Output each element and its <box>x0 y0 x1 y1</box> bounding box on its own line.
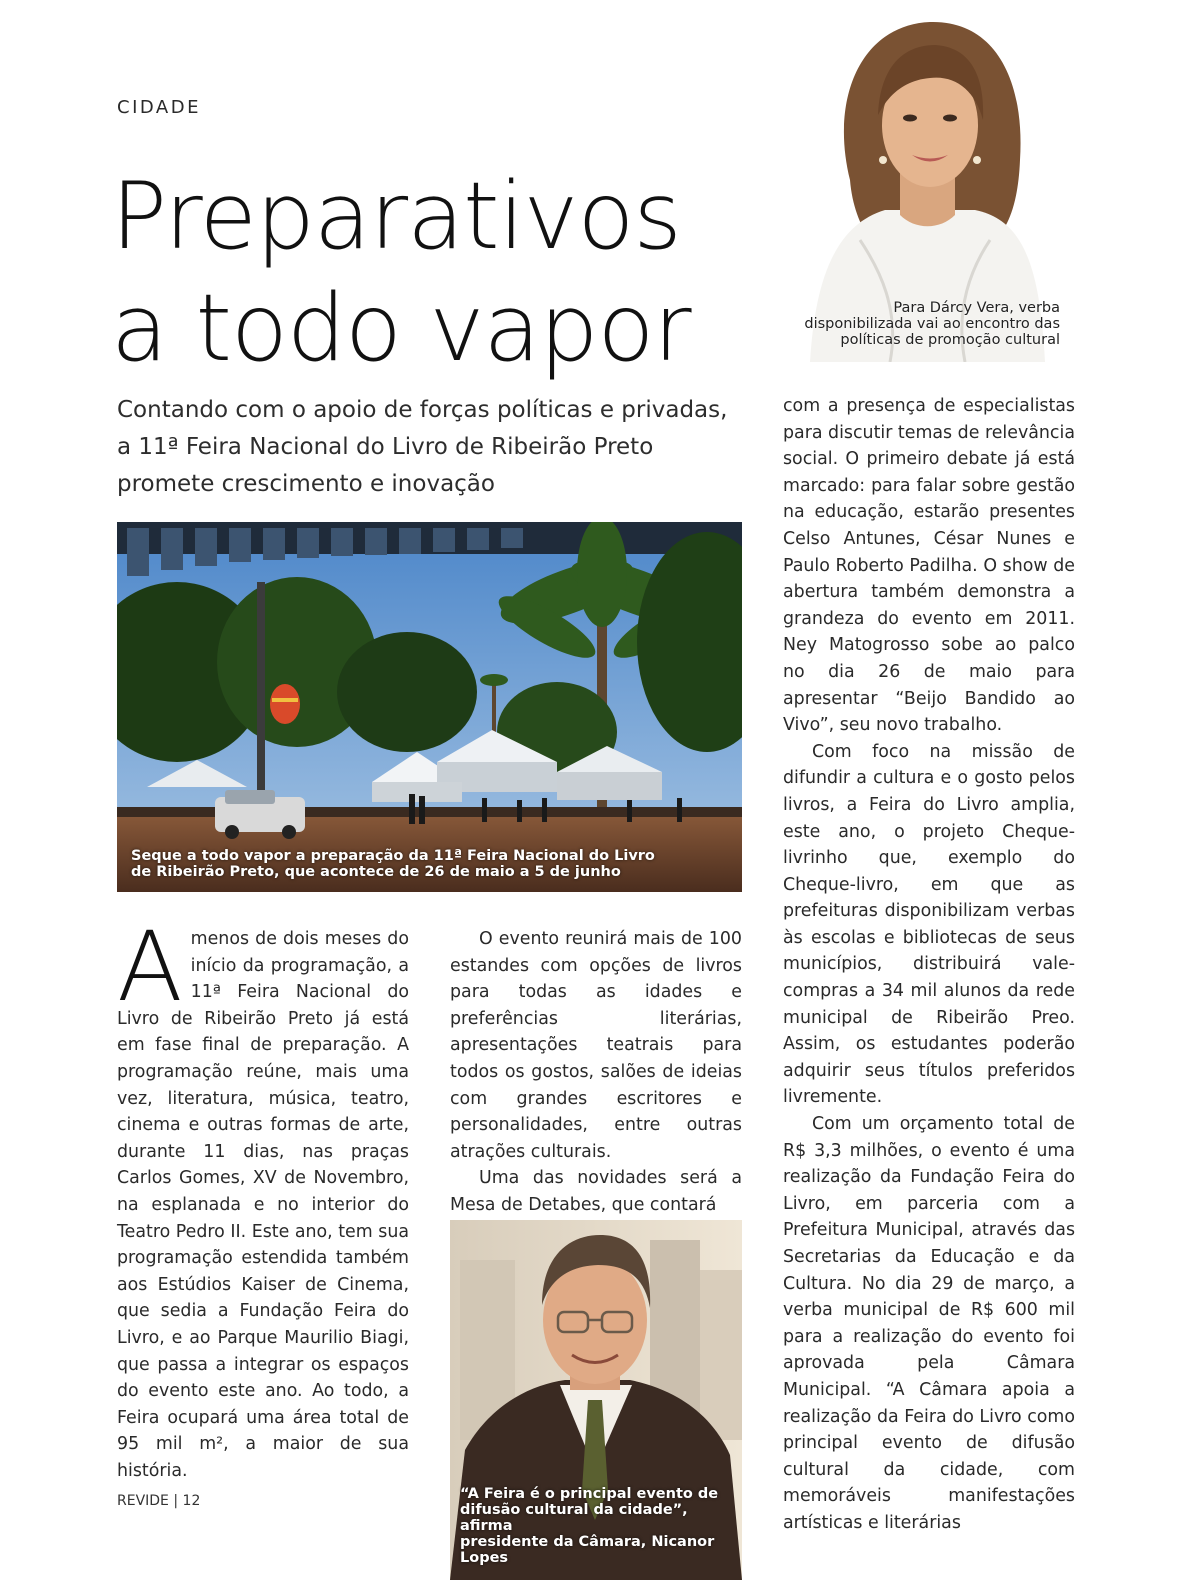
caption-line: políticas de promoção cultural <box>840 332 1060 348</box>
bottom-photo-caption <box>460 1486 742 1566</box>
portrait-photo-darcy-vera <box>790 10 1062 362</box>
caption-line: Seque a todo vapor a preparação da 11ª Feira Nacional do Livro <box>131 848 655 864</box>
footer-separator: | <box>173 1493 179 1509</box>
caption-line: presidente da Câmara, Nicanor Lopes <box>460 1534 715 1566</box>
caption-line: disponibilizada vai ao encontro das <box>804 316 1060 332</box>
portrait-caption <box>790 300 1060 348</box>
section-label: CIDADE <box>117 97 201 118</box>
article-title <box>111 160 691 384</box>
paragraph: Uma das novidades será a Mesa de Detabes, que contará <box>450 1168 742 1215</box>
article-column-2 <box>450 926 742 1219</box>
paragraph: Com um orçamento total de R$ 3,3 milhões, o evento é uma realização da Fundação Feira do Livro, em parceria com a Prefeitura Municipal, através das Secretarias da Educação e da Cultura. No dia 29 de março, a verba municipal de R$ 600 mil para a realização do evento foi aprovada pela Câmara Municipal. “A Câmara apoia a realização da Feira do Livro como principal evento de difusão cultural da cidade, com memoráveis manifestações artísticas e literárias <box>783 1114 1075 1533</box>
main-photo-feira <box>117 522 742 892</box>
paragraph: Com foco na missão de difundir a cultura e o gosto pelos livros, a Feira do Livro amplia, este ano, o projeto Cheque-livrinho que, exemplo do Cheque-livro, em que as prefeituras disponibilizam verbas às escolas e bibliotecas de seus municípios, distribuirá vale-compras a 34 mil alunos da rede municipal de Ribeirão Preo. Assim, os estudantes poderão adquirir seus títulos preferidos livremente. <box>783 741 1075 1108</box>
drop-cap: A <box>117 911 183 1023</box>
paragraph-text: menos de dois meses do início da programação, a 11ª Feira Nacional do Livro de Ribeirão Preto já está em fase final de preparação. A programação reúne, mais uma vez, literatura, música, teatro, cinema e outras formas de arte, durante 11 dias, nas praças Carlos Gomes, XV de Novembro, na esplanada e no interior do Teatro Pedro II. Este ano, tem sua programação estendida também aos Estúdios Kaiser de Cinema, que sedia a Fundação Feira do Livro, e ao Parque Maurilio Biagi, que passa a integrar os espaços do evento este ano. Ao todo, a Feira ocupará uma área total de 95 mil m², a maior de sua história. <box>117 929 409 1481</box>
article-subtitle: Contando com o apoio de forças políticas e privadas, a 11ª Feira Nacional do Livro de Ribeirão Preto promete crescimento e inovação <box>117 397 728 497</box>
paragraph: com a presença de especialistas para discutir temas de relevância social. O primeiro debate já está marcado: para falar sobre gestão na educação, estarão presentes Celso Antunes, César Nunes e Paulo Roberto Padilha. O show de abertura também demonstra a grandeza do evento em 2011. Ney Matogrosso sobe ao palco no dia 26 de maio para apresentar “Beijo Bandido ao Vivo”, seu novo trabalho. <box>783 396 1075 736</box>
magazine-name: REVIDE <box>117 1493 169 1509</box>
main-photo-caption <box>131 848 655 880</box>
caption-line: Para Dárcy Vera, verba <box>893 300 1060 316</box>
article-column-1 <box>117 911 409 1484</box>
caption-line: de Ribeirão Preto, que acontece de 26 de maio a 5 de junho <box>131 864 621 880</box>
paragraph <box>117 911 409 1484</box>
caption-line: “A Feira é o principal evento de <box>460 1486 719 1502</box>
title-line-2: a todo vapor <box>111 274 691 382</box>
page-footer <box>117 1493 200 1509</box>
title-line-1: Preparativos <box>111 162 681 270</box>
paragraph: O evento reunirá mais de 100 estandes com opções de livros para todas as idades e preferências literárias, apresentações teatrais para todos os gostos, salões de ideias com grandes escritores e personalidades, entre outras atrações culturais. <box>450 929 742 1162</box>
article-column-3 <box>783 393 1075 1537</box>
portrait-photo-nicanor-lopes <box>450 1220 742 1580</box>
page-number: 12 <box>182 1493 201 1509</box>
caption-line: difusão cultural da cidade”, afirma <box>460 1502 688 1534</box>
